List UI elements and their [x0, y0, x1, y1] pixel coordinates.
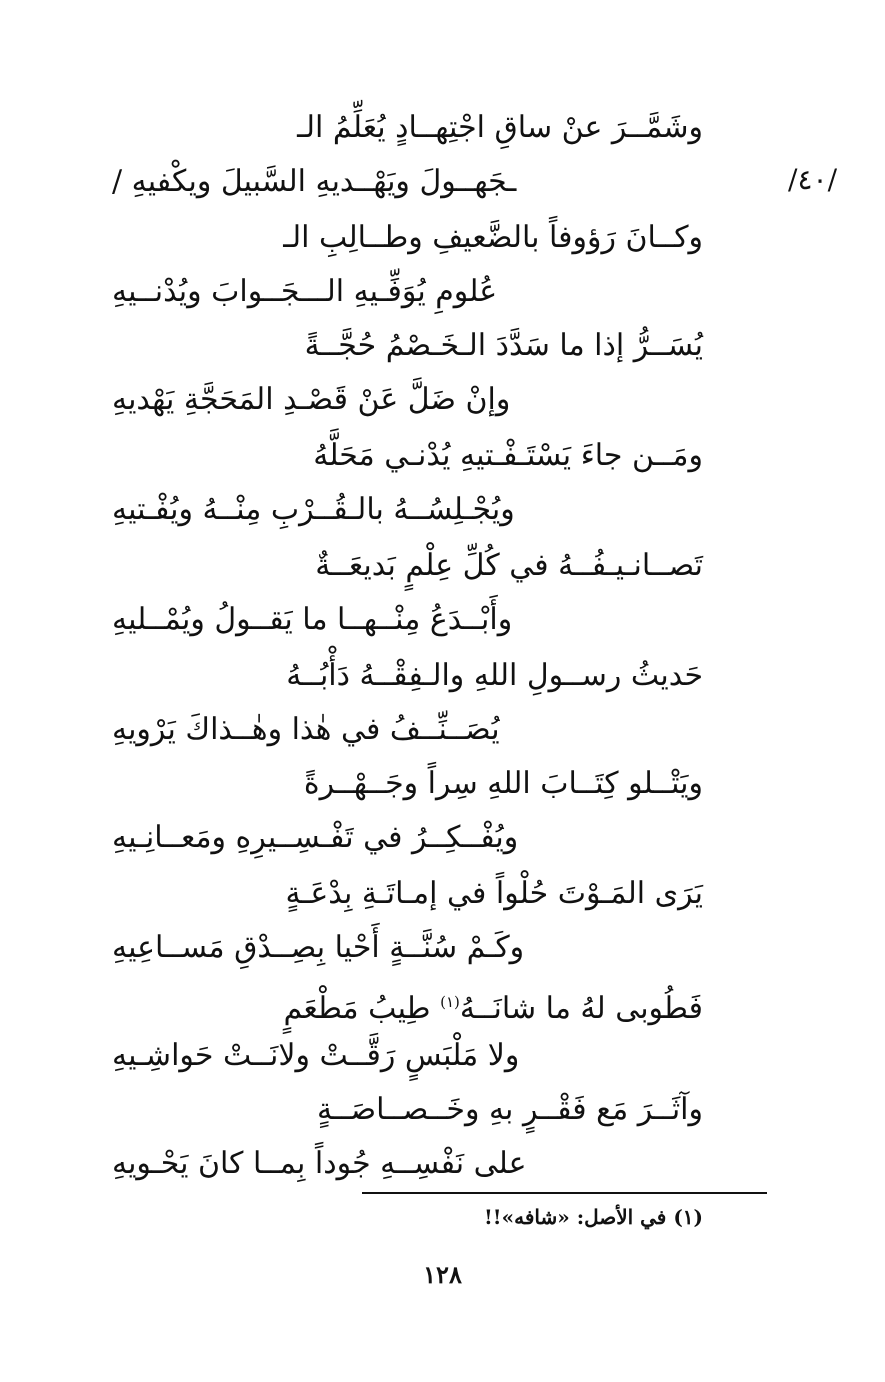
verse-7-second-hemistich: ويُفْــكِــرُ في تَفْـسِــيرِهِ ومَعــانِـيهِ: [112, 820, 519, 855]
verse-1-first-hemistich: وشَمَّــرَ عنْ ساقِ اجْتِهــادٍ يُعَلِّمُ الـ: [297, 110, 703, 145]
verse-9-text-a: فَطُوبى لهُ ما شانَــهُ: [459, 991, 703, 1026]
verse-9-first-hemistich: [284, 982, 704, 1029]
verse-7-first-hemistich: ويَتْــلو كِتَــابَ اللهِ سِراً وجَــهْــرةً: [303, 766, 703, 801]
footnote: (١) في الأصل: «شافه»!!: [484, 1205, 703, 1229]
verse-5-first-hemistich: تَصــانـيـفُــهُ في كُلِّ عِلْمٍ بَديعَــةٌ: [315, 548, 703, 583]
verse-4-first-hemistich: ومَــن جاءَ يَسْتَـفْـتيهِ يُدْنـي مَحَلَّهُ: [313, 438, 703, 473]
verse-5-second-hemistich: وأَبْــدَعُ مِنْــهــا ما يَقــولُ ويُمْــليهِ: [112, 602, 513, 637]
page-number: ١٢٨: [423, 1260, 462, 1289]
verse-1-second-hemistich: ـجَهــولَ ويَهْــديهِ السَّبيلَ ويكْفيهِ /: [112, 164, 517, 199]
verse-8-first-hemistich: يَرَى المَـوْتَ حُلْواً في إمـاتَـةِ بِدْعَـةٍ: [285, 876, 703, 911]
verse-3-first-hemistich: يُسَــرُّ إذا ما سَدَّدَ الـخَـصْمُ حُجَّــةً: [304, 328, 703, 363]
verse-10-first-hemistich: وآثَــرَ مَع فَقْــرٍ بهِ وخَــصــاصَــةٍ: [316, 1092, 703, 1127]
verse-10-second-hemistich: على نَفْسِــهِ جُوداً بِمــا كانَ يَحْـويهِ: [112, 1146, 527, 1181]
verse-6-first-hemistich: حَديثُ رســولِ اللهِ والـفِقْــهُ دَأْبُــهُ: [286, 658, 703, 693]
footnote-reference: (١): [440, 993, 460, 1011]
verse-3-second-hemistich: وإنْ ضَلَّ عَنْ قَصْـدِ المَحَجَّةِ يَهْديهِ: [112, 382, 511, 417]
manuscript-folio-marker: /٤٠/: [788, 163, 837, 196]
verse-9-second-hemistich: ولا مَلْبَسٍ رَقَّــتْ ولانَــتْ حَواشِـيهِ: [112, 1038, 520, 1073]
verse-6-second-hemistich: يُصَــنِّــفُ في هٰذا وهٰــذاكَ يَرْويهِ: [112, 712, 500, 747]
verse-2-first-hemistich: وكــانَ رَؤوفاً بالضَّعيفِ وطــالِبِ الـ: [283, 220, 703, 255]
verse-4-second-hemistich: ويُجْـلِسُــهُ بالـقُــرْبِ مِنْــهُ ويُفْـتيهِ: [112, 492, 515, 527]
verse-8-second-hemistich: وكَـمْ سُنَّــةٍ أَحْيا بِصِــدْقِ مَســاعِيهِ: [112, 930, 525, 965]
verse-2-second-hemistich: عُلومِ يُوَفِّـيهِ الـــجَــوابَ ويُدْنــيهِ: [112, 274, 498, 309]
footnote-divider: [362, 1192, 767, 1194]
verse-9-text-b: طِيبُ مَطْعَمٍ: [283, 991, 441, 1026]
